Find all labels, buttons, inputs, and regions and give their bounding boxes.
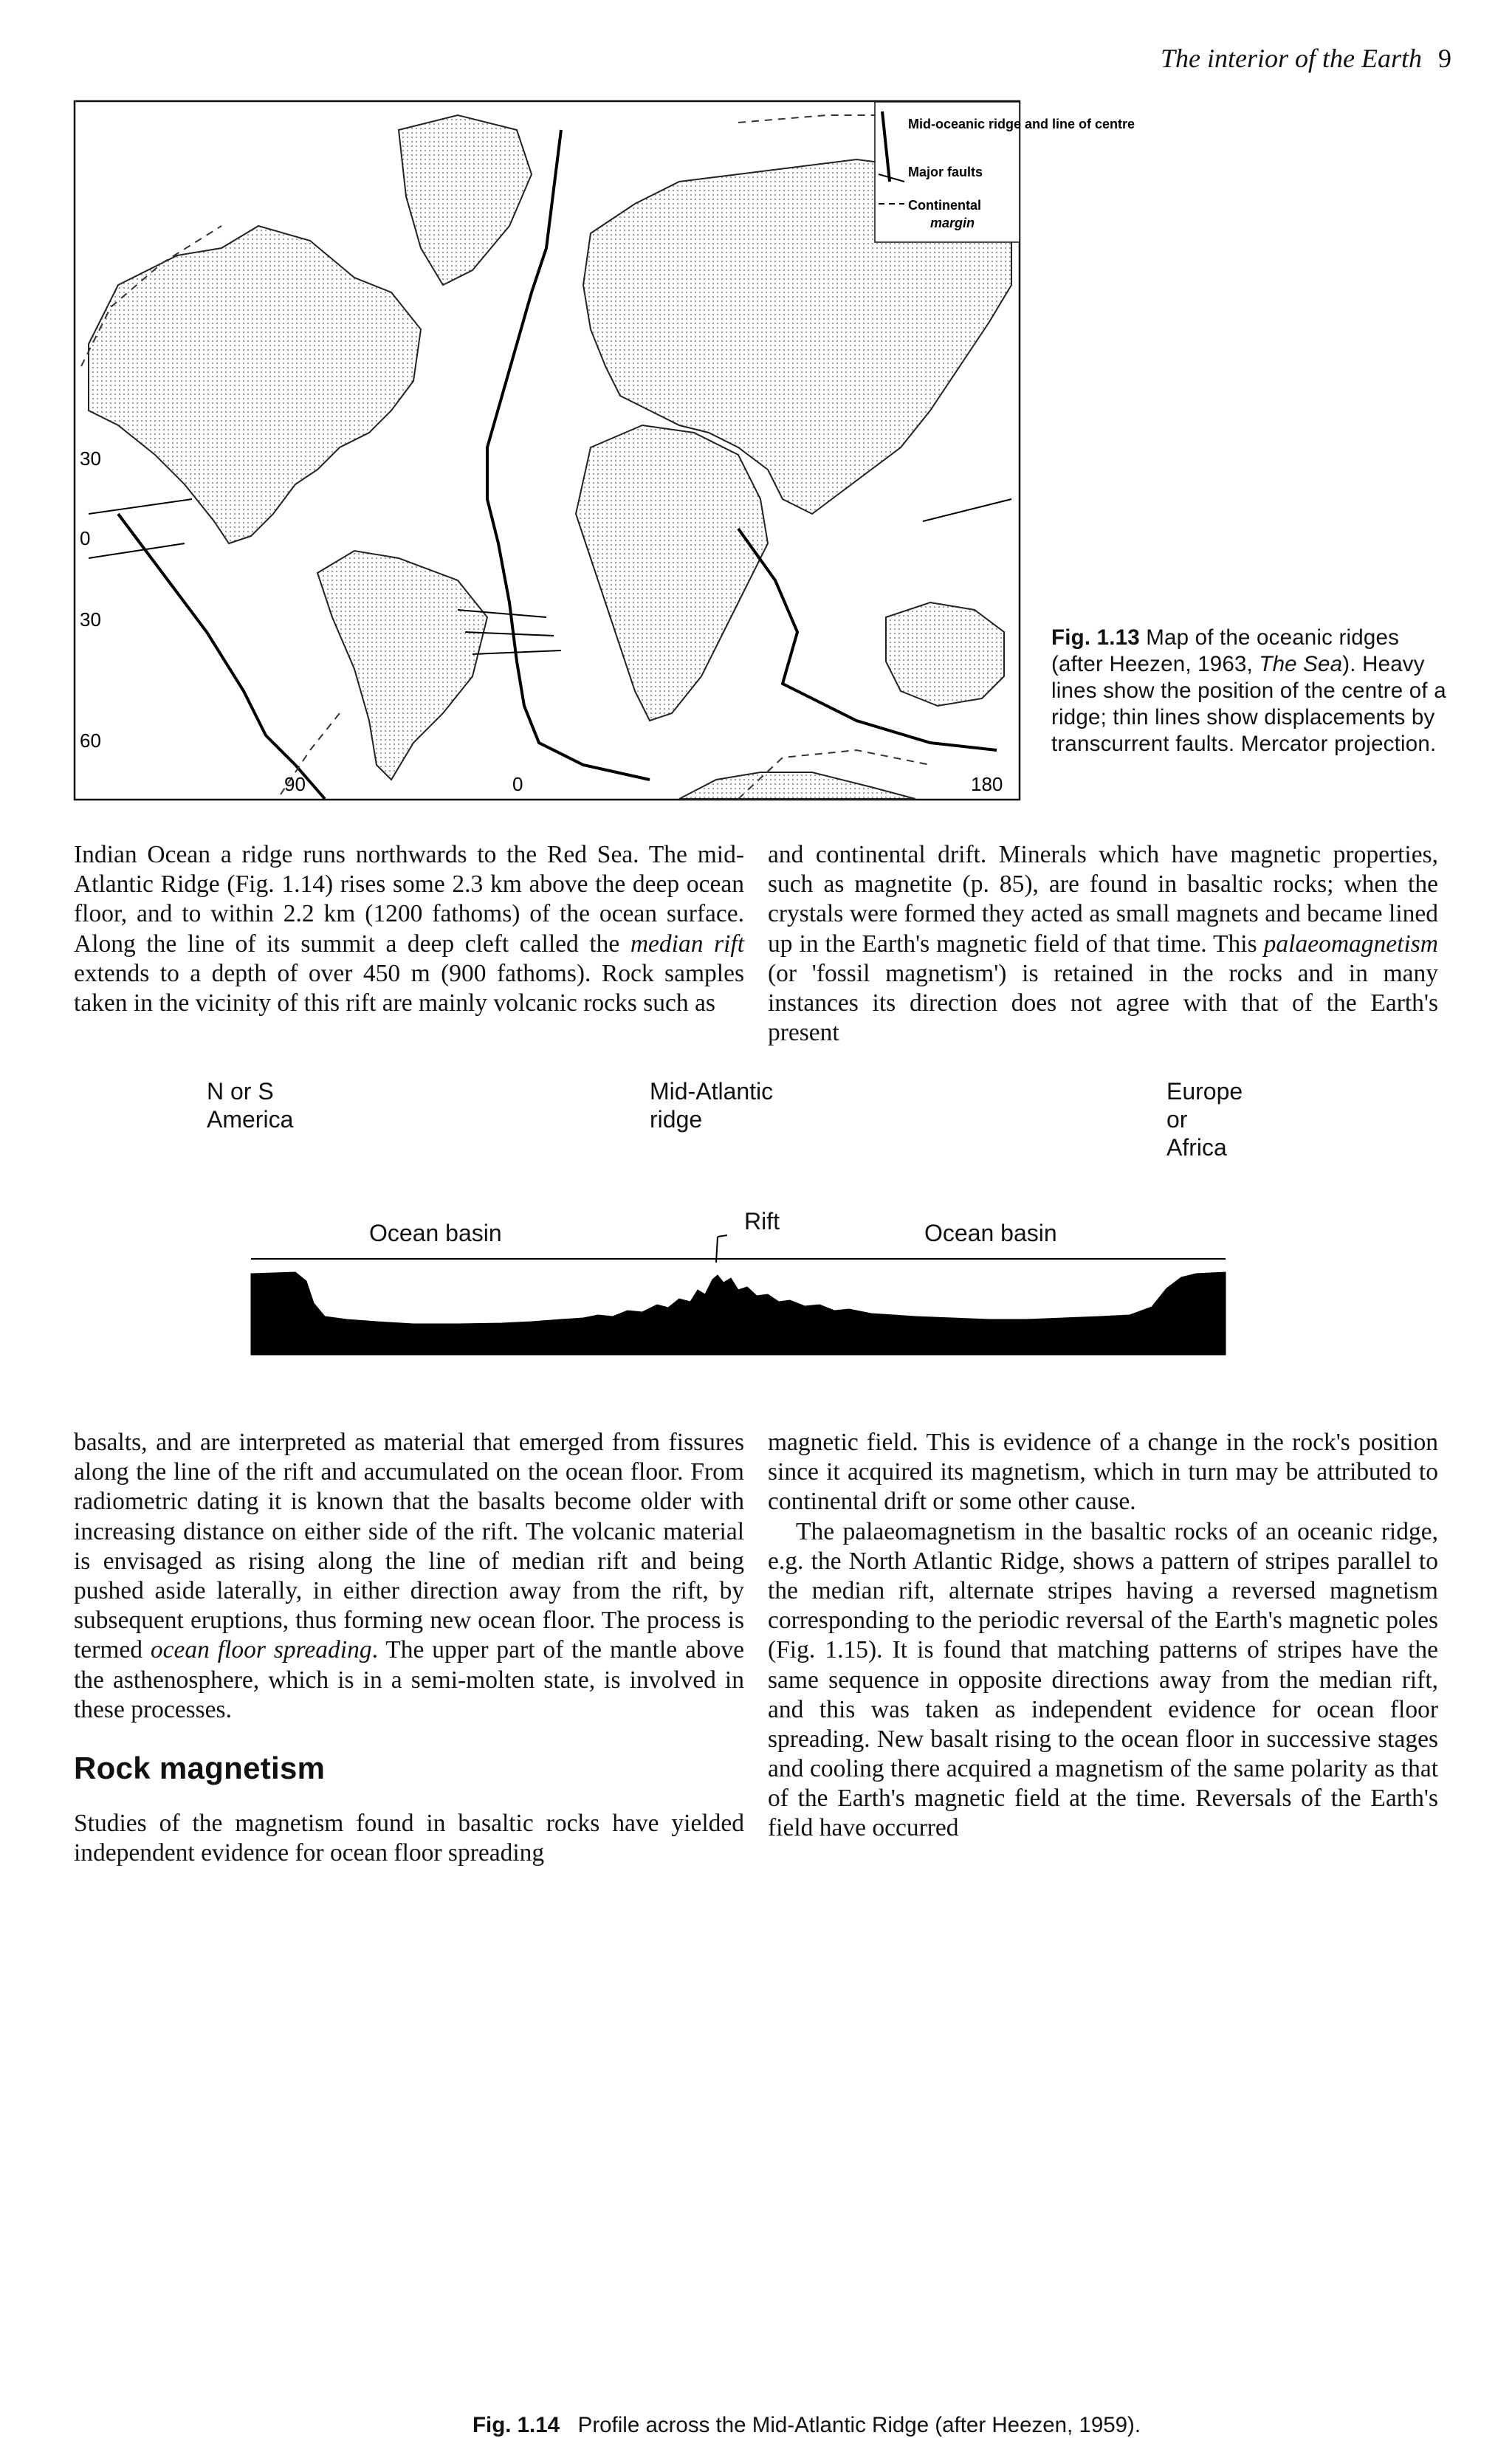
figure-label: Fig. 1.13 bbox=[1051, 625, 1140, 650]
profile-drawing bbox=[251, 1207, 1226, 1355]
running-head-title: The interior of the Earth bbox=[1161, 44, 1422, 73]
label-america bbox=[207, 1078, 293, 1134]
label-ocean-basin-right: Ocean basin bbox=[924, 1220, 1057, 1246]
paragraph bbox=[768, 840, 1438, 1048]
italic-term: ocean floor spreading bbox=[150, 1636, 372, 1664]
legend-faults-label: Major faults bbox=[908, 165, 983, 179]
right-column-top bbox=[768, 840, 1438, 1048]
paragraph: Studies of the magnetism found in basaltic rocks have yielded independent evidence for ocean floor spreading bbox=[74, 1810, 744, 1867]
page-number: 9 bbox=[1438, 44, 1451, 73]
lat-label: 30 bbox=[80, 608, 101, 631]
map-legend bbox=[875, 102, 1135, 242]
section-heading: Rock magnetism bbox=[74, 1750, 326, 1785]
label-europe-africa bbox=[1166, 1078, 1243, 1161]
paragraph bbox=[74, 1428, 744, 1725]
left-column-bottom bbox=[74, 1428, 744, 1869]
text-run: and continental drift. Minerals which have magnetic properties, such as magnetite (p. 85), are found in basaltic rocks; when the crystals were formed they acted as small magnets and became lined up in the Earth's magnetic field of that time. This bbox=[768, 841, 1438, 958]
label-line: ridge bbox=[650, 1105, 703, 1133]
italic-term: palaeomagnetism bbox=[1263, 930, 1438, 958]
legend-margin-label: margin bbox=[930, 216, 975, 230]
label-ocean-basin-left: Ocean basin bbox=[369, 1220, 502, 1246]
caption-text: Map of the oceanic ridges (after Heezen, 1963, bbox=[1051, 625, 1400, 676]
legend-continental-label: Continental bbox=[908, 198, 981, 213]
figure-1-13-caption bbox=[1051, 625, 1450, 758]
lon-label: 180 bbox=[971, 773, 1003, 795]
lat-label: 60 bbox=[80, 729, 101, 752]
text-run: Indian Ocean a ridge runs northwards to the Red Sea. The mid-Atlantic Ridge (Fig. 1.14) rises some 2.3 km above the deep ocean floor, and to within 2.2 km (1200 fathoms) of the ocean surface. Along the line of its summit a deep cleft called the bbox=[74, 841, 744, 958]
australia-landmass bbox=[886, 602, 1004, 706]
label-line: Africa bbox=[1166, 1133, 1227, 1161]
paragraph: The palaeomagnetism in the basaltic rocks of an oceanic ridge, e.g. the North Atlantic Ridge, shows a pattern of stripes parallel to the median rift, alternate stripes having a reversed magnetism corresponding to the periodic reversal of the Earth's magnetic poles (Fig. 1.15). It is found that matching patterns of stripes have the same sequence in opposite directions away from the median rift, and this was taken as independent evidence for ocean floor spreading. New basalt rising to the ocean floor in successive stages and cooling there acquired a magnetism of the same polarity as that of the Earth's magnetic field at the time. Reversals of the Earth's field have occurred bbox=[768, 1517, 1438, 1842]
text-run: extends to a depth of over 450 m (900 fathoms). Rock samples taken in the vicinity of this rift are mainly volcanic rocks such as bbox=[74, 959, 744, 1017]
paragraph bbox=[74, 840, 744, 1018]
seafloor-profile bbox=[251, 1272, 1226, 1355]
label-line: N or S bbox=[207, 1078, 274, 1105]
text-run: basalts, and are interpreted as material that emerged from fissures along the line of the rift and accumulated on the ocean floor. From radiometric dating it is known that the basalts become older with increasing distance on either side of the rift. The volcanic material is envisaged as rising along the line of median rift and being pushed aside laterally, in either direction away from the rift, by subsequent eruptions, thus forming new ocean floor. The process is termed bbox=[74, 1429, 744, 1664]
running-head bbox=[1161, 43, 1451, 74]
caption-italic-title: The Sea bbox=[1259, 651, 1343, 676]
text-run: . The upper part of the mantle above the asthenosphere, which is in a semi-molten state, is involved in these processes. bbox=[74, 1636, 744, 1723]
lat-label: 0 bbox=[80, 527, 91, 549]
label-line: Europe or bbox=[1166, 1078, 1243, 1133]
right-column-bottom bbox=[768, 1428, 1438, 1844]
legend-ridge-label: Mid-oceanic ridge and line of centre bbox=[908, 117, 1135, 131]
paragraph: magnetic field. This is evidence of a change in the rock's position since it acquired its magnetism, which in turn may be attributed to continental drift or some other cause. bbox=[768, 1429, 1438, 1516]
figure-label: Fig. 1.14 bbox=[472, 2413, 560, 2437]
label-rift: Rift bbox=[744, 1208, 780, 1235]
left-column-top bbox=[74, 840, 744, 1018]
caption-text: Profile across the Mid-Atlantic Ridge (after Heezen, 1959). bbox=[577, 2413, 1141, 2437]
label-mid-atlantic bbox=[650, 1078, 773, 1134]
lat-label: 30 bbox=[80, 447, 101, 470]
label-line: Mid-Atlantic bbox=[650, 1078, 774, 1105]
label-line: America bbox=[207, 1105, 294, 1133]
italic-term: median rift bbox=[630, 930, 744, 958]
lon-label: 90 bbox=[284, 773, 306, 795]
figure-1-14-caption bbox=[472, 2413, 1141, 2438]
text-run: (or 'fossil magnetism') is retained in the rocks and in many instances its direction does not agree with that of the Earth's present bbox=[768, 959, 1438, 1047]
caption-text: ). Heavy lines show the position of the centre of a ridge; thin lines show displacements by transcurrent faults. Mercator projection. bbox=[1051, 651, 1446, 756]
lon-label: 0 bbox=[512, 773, 523, 795]
